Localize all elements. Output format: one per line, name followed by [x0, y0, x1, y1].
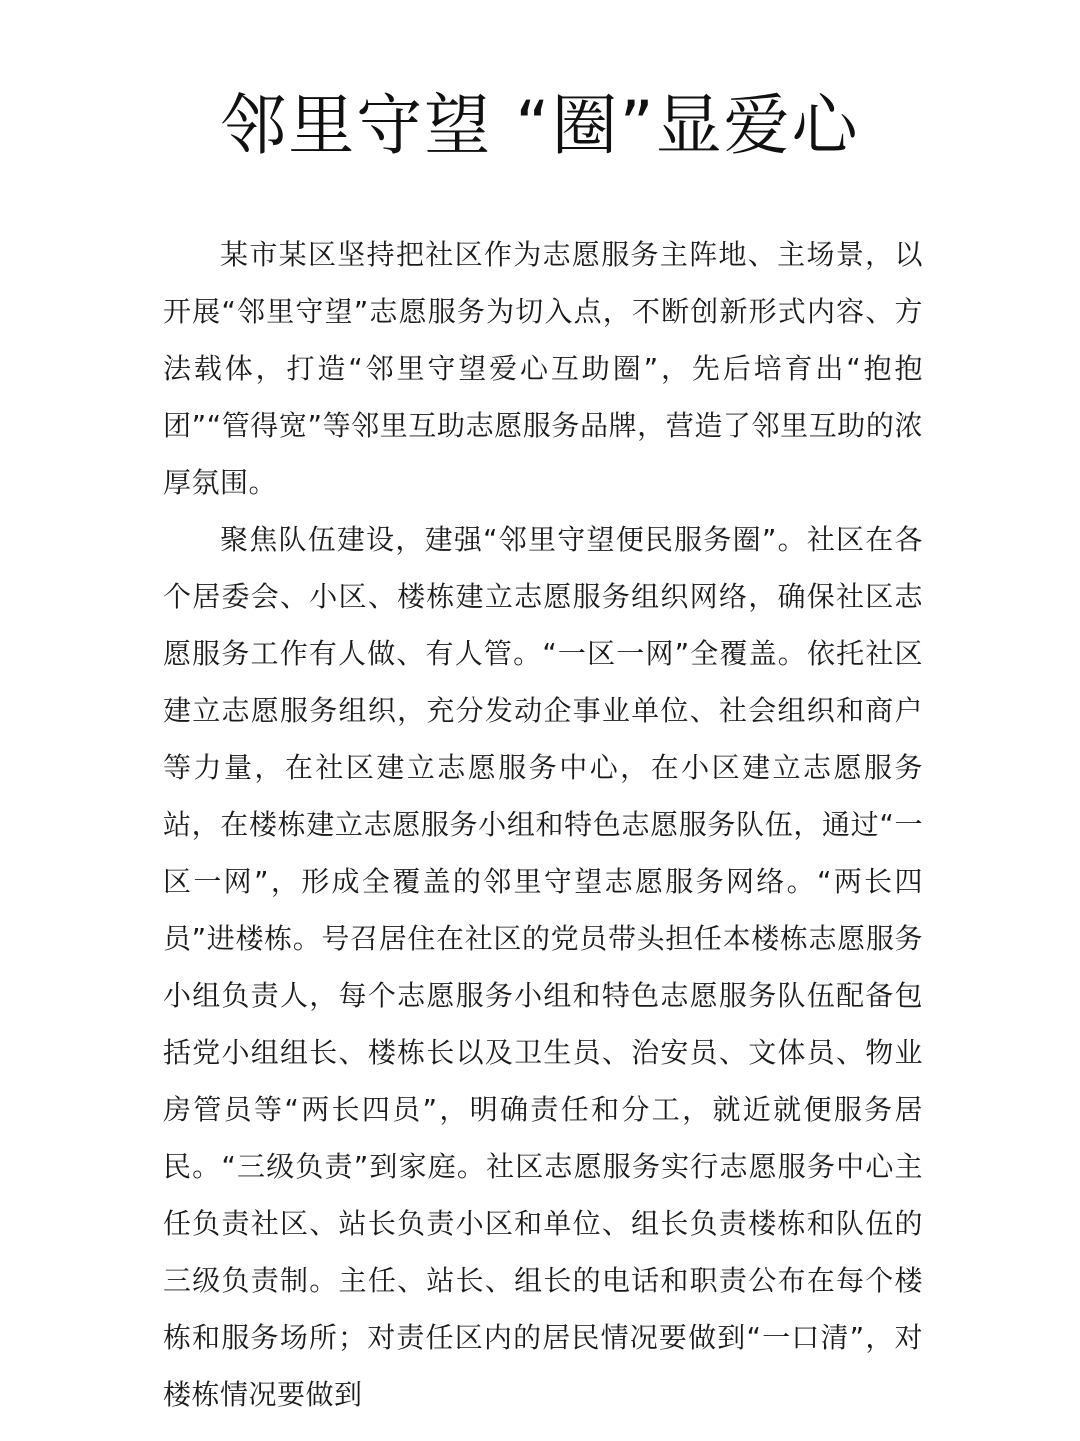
paragraph-team-building: 聚焦队伍建设，建强“邻里守望便民服务圈”。社区在各个居委会、小区、楼栋建立志愿服务组织网络，确保社区志愿服务工作有人做、有人管。“一区一网”全覆盖。依托社区建立志愿服务组织，充分发动企事业单位、社会组织和商户等力量，在社区建立志愿服务中心，在小区建立志愿服务站，在楼栋建立志愿服务小组和特色志愿服务队伍，通过“一区一网”，形成全覆盖的邻里守望志愿服务网络。“两长四员”进楼栋。号召居住在社区的党员带头担任本楼栋志愿服务小组负责人，每个志愿服务小组和特色志愿服务队伍配备包括党小组组长、楼栋长以及卫生员、治安员、文体员、物业房管员等“两长四员”，明确责任和分工，就近就便服务居民。“三级负责”到家庭。社区志愿服务实行志愿服务中心主任负责社区、站长负责小区和单位、组长负责楼栋和队伍的三级负责制。主任、站长、组长的电话和职责公布在每个楼栋和服务场所；对责任区内的居民情况要做到“一口清”，对楼栋情况要做到 [163, 523, 923, 1411]
article-body [163, 226, 923, 1423]
paragraph-intro: 某市某区坚持把社区作为志愿服务主阵地、主场景，以开展“邻里守望”志愿服务为切入点，不断创新形式内容、方法载体，打造“邻里守望爱心互助圈”，先后培育出“抱抱团”“管得宽”等邻里互助志愿服务品牌，营造了邻里互助的浓厚氛围。 [163, 238, 923, 499]
article-title: 邻里守望 “圈”显爱心 [220, 87, 860, 164]
